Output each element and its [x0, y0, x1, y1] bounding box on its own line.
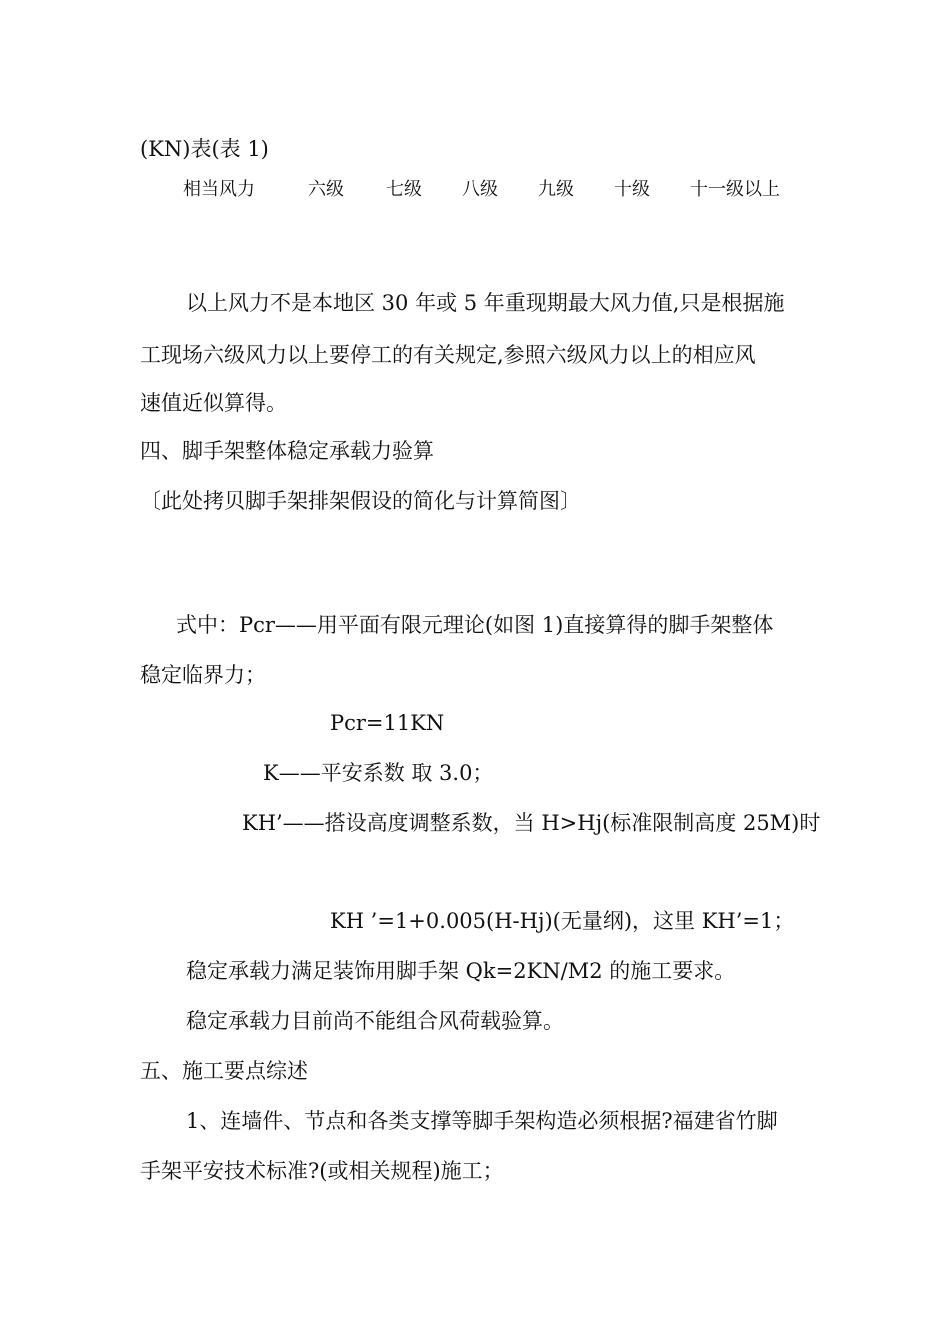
section-4-heading: 四、脚手架整体稳定承载力验算	[140, 439, 434, 463]
wind-level-8: 八级	[462, 179, 498, 200]
k-definition: K——平安系数 取 3.0；	[263, 761, 494, 785]
pcr-value: Pcr=11KN	[330, 711, 445, 735]
wind-level-7: 七级	[386, 179, 422, 200]
wind-level-11-plus: 十一级以上	[690, 179, 780, 200]
wind-row-label: 相当风力	[183, 179, 255, 200]
wind-note-line-2: 工现场六级风力以上要停工的有关规定,参照六级风力以上的相应风	[140, 343, 756, 367]
item-1-line-1: 1、连墙件、节点和各类支撑等脚手架构造必须根据?福建省竹脚	[186, 1109, 778, 1133]
table-caption: (KN)表(表 1)	[140, 137, 269, 161]
conclusion-line-1: 稳定承载力满足装饰用脚手架 Qk=2KN/M2 的施工要求。	[186, 959, 736, 983]
wind-level-10: 十级	[614, 179, 650, 200]
section-5-heading: 五、施工要点综述	[140, 1059, 308, 1083]
formula-intro-line-1: 式中：Pcr——用平面有限元理论(如图 1)直接算得的脚手架整体	[176, 613, 774, 637]
wind-level-6: 六级	[308, 179, 344, 200]
placeholder-note: 〔此处拷贝脚手架排架假设的简化与计算简图〕	[140, 489, 581, 513]
kh-definition: KH’——搭设高度调整系数，当 H>Hj(标准限制高度 25M)时	[242, 811, 821, 835]
conclusion-line-2: 稳定承载力目前尚不能组合风荷载验算。	[186, 1009, 564, 1033]
wind-level-9: 九级	[538, 179, 574, 200]
wind-note-line-3: 速值近似算得。	[140, 391, 287, 415]
wind-note-line-1: 以上风力不是本地区 30 年或 5 年重现期最大风力值,只是根据施	[186, 291, 785, 315]
wind-level-row	[0, 176, 950, 204]
formula-intro-line-2: 稳定临界力；	[140, 663, 266, 687]
item-1-line-2: 手架平安技术标准?(或相关规程)施工；	[140, 1159, 504, 1183]
kh-formula: KH ’=1+0.005(H-Hj)(无量纲)，这里 KH’=1；	[330, 909, 795, 933]
